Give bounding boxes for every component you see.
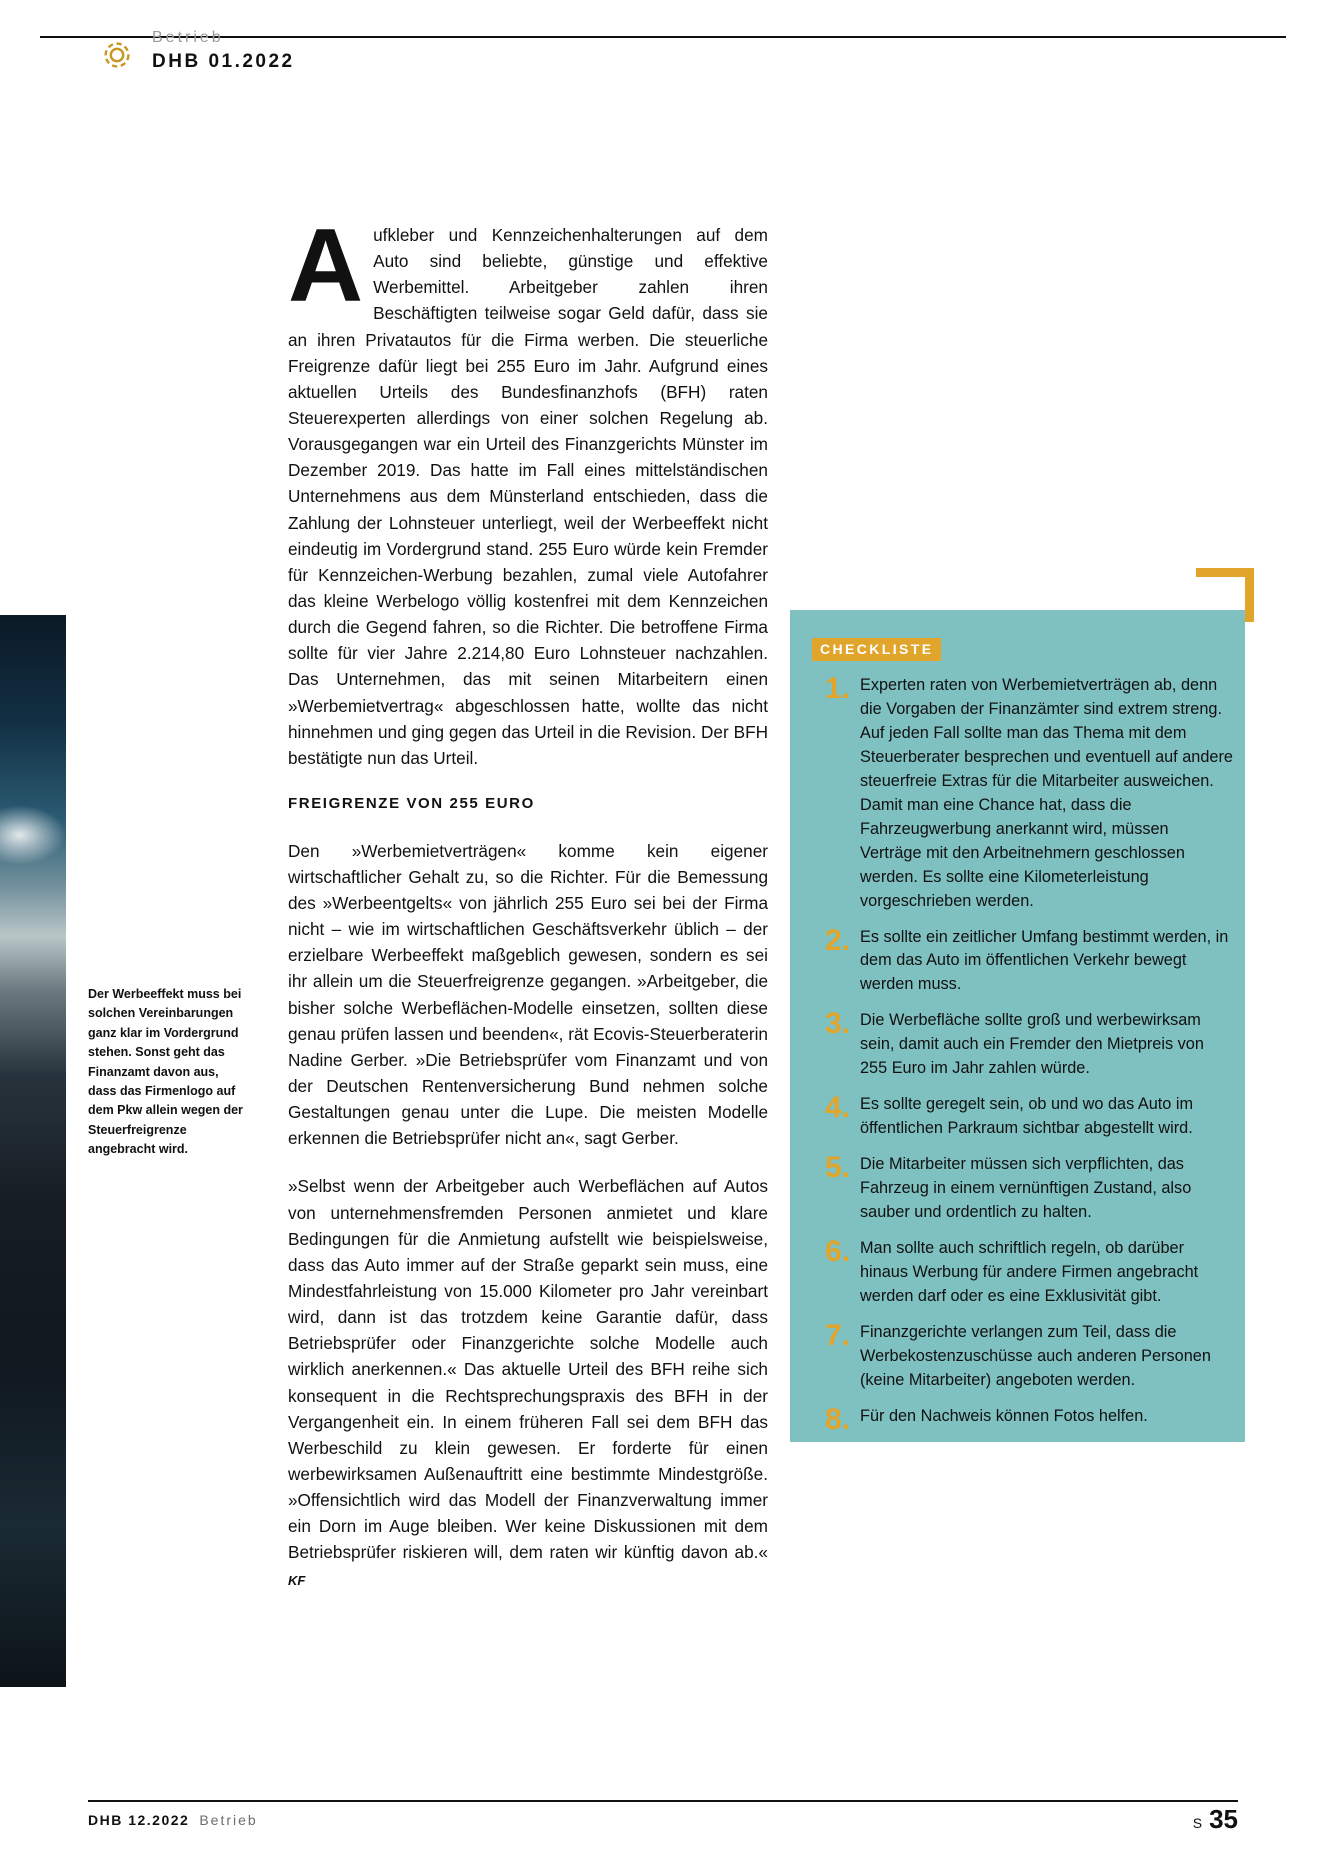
footer-left — [88, 1812, 258, 1828]
list-item-text: Es sollte ein zeitlicher Umfang bestimmt werden, in dem das Auto im öffentlichen Verkehr bewegt werden muss. — [860, 927, 1229, 994]
list-item-text: Es sollte geregelt sein, ob und wo das Auto im öffentlichen Parkraum sichtbar abgestellt wird. — [860, 1095, 1194, 1138]
photo-highlight — [0, 805, 66, 865]
list-item-text: Man sollte auch schriftlich regeln, ob darüber hinaus Werbung für andere Firmen angebracht werden darf oder es eine Exklusivität gibt. — [860, 1239, 1199, 1305]
list-item — [804, 1151, 1234, 1225]
footer-section: Betrieb — [199, 1812, 258, 1828]
photo-caption: Der Werbeeffekt muss bei solchen Vereinbarungen ganz klar im Vordergrund stehen. Sonst geht das Finanzamt davon aus, dass das Firmenlogo auf dem Pkw allein wegen der Steuerfreigrenze angebracht wird. — [88, 987, 243, 1156]
list-item — [804, 672, 1234, 914]
page-number: 35 — [1209, 1804, 1238, 1834]
list-item-text: Die Werbefläche sollte groß und werbewirksam sein, damit auch ein Fremder den Mietpreis von 255 Euro im Jahr zahlen würde. — [860, 1011, 1204, 1078]
page-header — [98, 30, 295, 74]
list-item-number: 7. — [824, 1318, 850, 1352]
list-item-number: 2. — [824, 923, 850, 957]
body-paragraph-2 — [288, 1173, 768, 1591]
list-item — [804, 1403, 1234, 1435]
list-item — [804, 1319, 1234, 1393]
lead-text: ufkleber und Kennzeichenhalterungen auf dem Auto sind beliebte, günstige und effektive Werbemittel. Arbeitgeber zahlen ihren Beschäftigten teilweise sogar Geld dafür, dass sie an ihren Privatautos für die Firma werben. Die steuerliche Freigrenze dafür liegt bei 255 Euro im Jahr. Aufgrund eines aktuellen Urteils des Bundesfinanzhofs (BFH) raten Steuerexperten allerdings von einer solchen Regelung ab. Vorausgegangen war ein Urteil des Finanzgerichts Münster im Dezember 2019. Das hatte im Fall eines mittelständischen Unternehmens aus dem Münsterland entschieden, dass die Zahlung der Lohnsteuer unterliegt, weil der Werbeeffekt nicht eindeutig im Vordergrund stand. 255 Euro würde kein Fremder für Kennzeichen-Werbung bezahlen, zumal viele Autofahrer das kleine Werbelogo völlig kostenfrei mit dem Kennzeichen durch die Gegend fahren, so die Richter. Die betroffene Firma sollte für vier Jahre 2.214,80 Euro Lohnsteuer nachzahlen. Das Unternehmen, das mit seinen Mitarbeitern einen »Werbemietvertrag« abgeschlossen hatte, wollte das nicht hinnehmen und ging gegen das Urteil in die Revision. Der BFH bestätigte nun das Urteil. — [288, 225, 768, 768]
list-item-text: Experten raten von Werbemietverträgen ab, denn die Vorgaben der Finanzämter sind extrem streng. Auf jeden Fall sollte man das Thema mit dem Steuerberater besprechen und eventuell auf andere steuerfreie Extras für die Mitarbeiter ausweichen. Damit man eine Chance hat, dass die Fahrzeugwerbung anerkannt wird, müssen Verträge mit den Arbeitnehmern geschlossen werden. Es sollte eine Kilometerleistung vorgeschrieben werden. — [860, 676, 1233, 910]
list-item-number: 3. — [824, 1007, 850, 1041]
list-item — [804, 1007, 1234, 1081]
header-issue: DHB 01.2022 — [152, 50, 295, 72]
lead-paragraph — [288, 208, 768, 771]
list-item-number: 1. — [824, 672, 850, 705]
article-body — [288, 208, 768, 1614]
list-item-number: 6. — [824, 1235, 850, 1269]
list-item — [804, 1235, 1234, 1309]
footer-page — [1193, 1804, 1238, 1835]
page-prefix: S — [1192, 1815, 1203, 1831]
list-item-text: Die Mitarbeiter müssen sich verpflichten, das Fahrzeug in einem vernünftigen Zustand, also sauber und ordentlich zu halten. — [860, 1155, 1192, 1222]
gear-icon — [98, 36, 136, 74]
header-kicker: Betrieb — [152, 29, 224, 46]
list-item-text: Finanzgerichte verlangen zum Teil, dass die Werbekostenzuschüsse auch anderen Personen (keine Mitarbeiter) angeboten werden. — [860, 1322, 1211, 1389]
list-item-number: 5. — [824, 1151, 850, 1185]
footer-issue: DHB 12.2022 — [88, 1812, 190, 1828]
list-item-number: 8. — [824, 1402, 850, 1436]
body-paragraph-1: Den »Werbemietverträgen« komme kein eigener wirtschaftlicher Gehalt zu, so die Richter. Für die Bemessung des »Werbeentgelts« von jährlich 255 Euro sei bei der Firma nicht – wie im wirtschaftlichen Geschäftsverkehr üblich – der erzielbare Werbeeffekt maßgeblich gewesen, sondern es sei ihr allein um die Steuerfreigrenze gegangen. »Arbeitgeber, die bisher solche Werbeflächen-Modelle einsetzen, sollten diese genau prüfen lassen und beenden«, rät Ecovis-Steuerberaterin Nadine Gerber. »Die Betriebsprüfer vom Finanzamt und von der Deutschen Rentenversicherung Bund nehmen solche Gestaltungen genau unter die Lupe. Die meisten Modelle erkennen die Betriebsprüfer nicht an«, sagt Gerber. — [288, 840, 768, 1149]
list-item-text: Für den Nachweis können Fotos helfen. — [860, 1406, 1148, 1425]
checklist-items — [804, 672, 1234, 1445]
body-paragraph-2-text: »Selbst wenn der Arbeitgeber auch Werbeflächen auf Autos von unternehmensfremden Personen anmietet und klare Bedingungen für die Anmietung aufstellt wie beispielsweise, dass das Auto immer auf der Straße geparkt sein muss, eine Mindestfahrleistung von 15.000 Kilometer pro Jahr vereinbart wird, dann ist das trotzdem keine Garantie dafür, dass Betriebsprüfer oder Finanzgerichte solche Modelle auch wirklich anerkennen.« Das aktuelle Urteil des BFH reihe sich konsequent in die Rechtsprechungspraxis des BFH in der Vergangenheit ein. In einem früheren Fall sei dem BFH das Werbeschild zu klein gewesen. Er forderte für einen werbewirksamen Außenauftritt eine bestimmte Mindestgröße. »Offensichtlich wird das Modell der Finanzverwaltung immer ein Dorn im Auge bleiben. Wer keine Diskussionen mit dem Betriebsprüfer riskieren will, dem raten wir künftig davon ab.« — [288, 1176, 768, 1563]
article-subheading: FREIGRENZE VON 255 EURO — [288, 794, 535, 812]
article-photo — [0, 615, 66, 1687]
footer-divider — [88, 1800, 1238, 1802]
list-item — [804, 924, 1234, 998]
author-initials: KF — [288, 1572, 306, 1588]
checklist-panel — [790, 610, 1245, 1442]
list-item-number: 4. — [824, 1091, 850, 1125]
list-item — [804, 1091, 1234, 1141]
drop-cap: A — [288, 208, 364, 324]
checklist-title: CHECKLISTE — [812, 638, 941, 661]
